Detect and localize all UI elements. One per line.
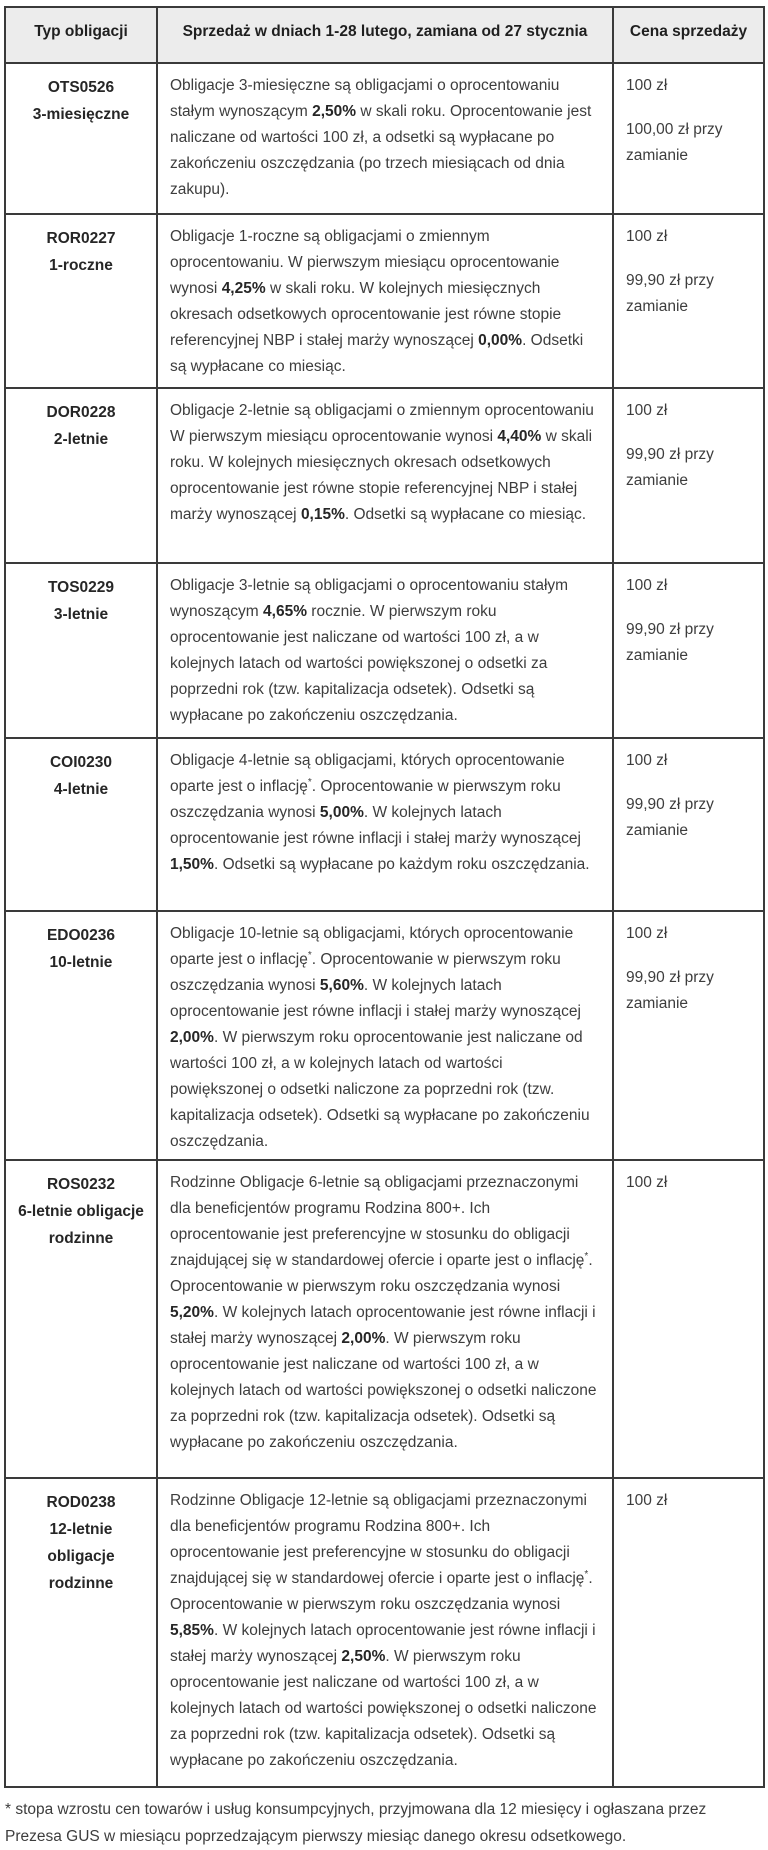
price-line: 100 zł xyxy=(626,228,668,245)
header-sale-period: Sprzedaż w dniach 1-28 lutego, zamiana od 27 stycznia xyxy=(157,7,613,63)
price-line: 100 zł xyxy=(626,1174,668,1191)
bond-description-cell: Obligacje 10-letnie są obligacjami, których oprocentowanie oparte jest o inflację*. Oprocentowanie w pierwszym roku oszczędzania wynosi 5,60%. W kolejnych latach oprocentowanie jest równe inflacji i stałej marży wynoszącej 2,00%. W pierwszym roku oprocentowanie jest naliczane od wartości 100 zł, a w kolejnych latach od wartości powiększonej o odsetki naliczone za poprzedni rok (tzw. kapitalizacja odsetek). Odsetki są wypłacane po zakończeniu oszczędzania. xyxy=(157,911,613,1160)
bond-term-label: 1-roczne xyxy=(49,257,113,274)
bond-code: DOR0228 xyxy=(46,404,116,421)
price-line: 100 zł xyxy=(626,1492,668,1509)
price-line: 100 zł xyxy=(626,752,668,769)
bond-type-cell xyxy=(5,63,157,214)
bond-type-cell xyxy=(5,1478,157,1787)
table-row xyxy=(5,214,764,388)
bond-type-cell xyxy=(5,911,157,1160)
bond-type-cell xyxy=(5,563,157,738)
table-row xyxy=(5,63,764,214)
bond-term-label: 12-letnie obligacje rodzinne xyxy=(47,1521,115,1592)
table-row xyxy=(5,911,764,1160)
bond-type-cell xyxy=(5,1160,157,1478)
bond-term-label: 3-letnie xyxy=(53,606,109,623)
price-line: 99,90 zł przy zamianie xyxy=(626,272,714,315)
bond-term-label: 3-miesięczne xyxy=(32,106,130,123)
bond-type-cell xyxy=(5,388,157,563)
price-line: 100 zł xyxy=(626,925,668,942)
price-line: 100 zł xyxy=(626,577,668,594)
bond-term-label: 2-letnie xyxy=(53,431,109,448)
bond-code: COI0230 xyxy=(49,754,113,771)
bonds-table xyxy=(4,6,765,1788)
bond-price-cell xyxy=(613,563,764,738)
bond-type-cell xyxy=(5,738,157,911)
table-row xyxy=(5,388,764,563)
bond-code: OTS0526 xyxy=(47,79,115,96)
bond-code: EDO0236 xyxy=(46,927,116,944)
bond-term-label: 4-letnie xyxy=(53,781,109,798)
bond-description-cell: Obligacje 1-roczne są obligacjami o zmiennym oprocentowaniu. W pierwszym miesiącu oprocentowanie wynosi 4,25% w skali roku. W kolejnych miesięcznych okresach odsetkowych oprocentowanie jest równe stopie referencyjnej NBP i stałej marży wynoszącej 0,00%. Odsetki są wypłacane co miesiąc. xyxy=(157,214,613,388)
table-row xyxy=(5,563,764,738)
bond-price-cell xyxy=(613,1478,764,1787)
bond-price-cell xyxy=(613,911,764,1160)
price-line: 99,90 zł przy zamianie xyxy=(626,621,714,664)
bond-code: ROS0232 xyxy=(46,1176,116,1193)
price-line: 100 zł xyxy=(626,77,668,94)
table-row xyxy=(5,1160,764,1478)
bond-description-cell: Obligacje 2-letnie są obligacjami o zmiennym oprocentowaniu W pierwszym miesiącu oprocentowanie wynosi 4,40% w skali roku. W kolejnych miesięcznych okresach odsetkowych oprocentowanie jest równe stopie referencyjnej NBP i stałej marży wynoszącej 0,15%. Odsetki są wypłacane co miesiąc. xyxy=(157,388,613,563)
bond-code: ROD0238 xyxy=(46,1494,116,1511)
bond-price-cell xyxy=(613,738,764,911)
bond-description-cell: Obligacje 3-miesięczne są obligacjami o oprocentowaniu stałym wynoszącym 2,50% w skali roku. Oprocentowanie jest naliczane od wartości 100 zł, a odsetki są wypłacane po zakończeniu oszczędzania (po trzech miesiącach od dnia zakupu). xyxy=(157,63,613,214)
table-row xyxy=(5,738,764,911)
bond-price-cell xyxy=(613,1160,764,1478)
bond-code: TOS0229 xyxy=(47,579,115,596)
bond-description-cell: Rodzinne Obligacje 6-letnie są obligacjami przeznaczonymi dla beneficjentów programu Rodzina 800+. Ich oprocentowanie jest preferencyjne w stosunku do obligacji znajdującej się w standardowej ofercie i oparte jest o inflację*. Oprocentowanie w pierwszym roku oszczędzania wynosi 5,20%. W kolejnych latach oprocentowanie jest równe inflacji i stałej marży wynoszącej 2,00%. W pierwszym roku oprocentowanie jest naliczane od wartości 100 zł, a w kolejnych latach od wartości powiększonej o odsetki naliczone za poprzedni rok (tzw. kapitalizacja odsetek). Odsetki są wypłacane po zakończeniu oszczędzania. xyxy=(157,1160,613,1478)
bond-description-cell: Obligacje 3-letnie są obligacjami o oprocentowaniu stałym wynoszącym 4,65% rocznie. W pierwszym roku oprocentowanie jest naliczane od wartości 100 zł, a w kolejnych latach od wartości powiększonej o odsetki za poprzedni rok (tzw. kapitalizacja odsetek). Odsetki są wypłacane po zakończeniu oszczędzania. xyxy=(157,563,613,738)
price-line: 99,90 zł przy zamianie xyxy=(626,796,714,839)
bond-term-label: 10-letnie xyxy=(49,954,113,971)
price-line: 99,90 zł przy zamianie xyxy=(626,446,714,489)
header-bond-type: Typ obligacji xyxy=(5,7,157,63)
price-line: 100 zł xyxy=(626,402,668,419)
bond-price-cell xyxy=(613,388,764,563)
price-line: 99,90 zł przy zamianie xyxy=(626,969,714,1012)
bond-price-cell xyxy=(613,214,764,388)
bond-price-cell xyxy=(613,63,764,214)
bond-description-cell: Rodzinne Obligacje 12-letnie są obligacjami przeznaczonymi dla beneficjentów programu Rodzina 800+. Ich oprocentowanie jest preferencyjne w stosunku do obligacji znajdującej się w standardowej ofercie i oparte jest o inflację*. Oprocentowanie w pierwszym roku oszczędzania wynosi 5,85%. W kolejnych latach oprocentowanie jest równe inflacji i stałej marży wynoszącej 2,50%. W pierwszym roku oprocentowanie jest naliczane od wartości 100 zł, a w kolejnych latach od wartości powiększonej o odsetki naliczone za poprzedni rok (tzw. kapitalizacja odsetek). Odsetki są wypłacane po zakończeniu oszczędzania. xyxy=(157,1478,613,1787)
header-sale-price: Cena sprzedaży xyxy=(613,7,764,63)
table-row xyxy=(5,1478,764,1787)
bond-type-cell xyxy=(5,214,157,388)
bond-term-label: 6-letnie obligacje rodzinne xyxy=(18,1203,144,1247)
header-row xyxy=(5,7,764,63)
inflation-footnote: * stopa wzrostu cen towarów i usług konsumpcyjnych, przyjmowana dla 12 miesięcy i ogłaszana przez Prezesa GUS w miesiącu poprzedzającym pierwszy miesiąc danego okresu odsetkowego. xyxy=(5,1801,707,1845)
bond-description-cell: Obligacje 4-letnie są obligacjami, których oprocentowanie oparte jest o inflację*. Oprocentowanie w pierwszym roku oszczędzania wynosi 5,00%. W kolejnych latach oprocentowanie jest równe inflacji i stałej marży wynoszącej 1,50%. Odsetki są wypłacane po każdym roku oszczędzania. xyxy=(157,738,613,911)
bond-code: ROR0227 xyxy=(46,230,116,247)
price-line: 100,00 zł przy zamianie xyxy=(626,121,723,164)
